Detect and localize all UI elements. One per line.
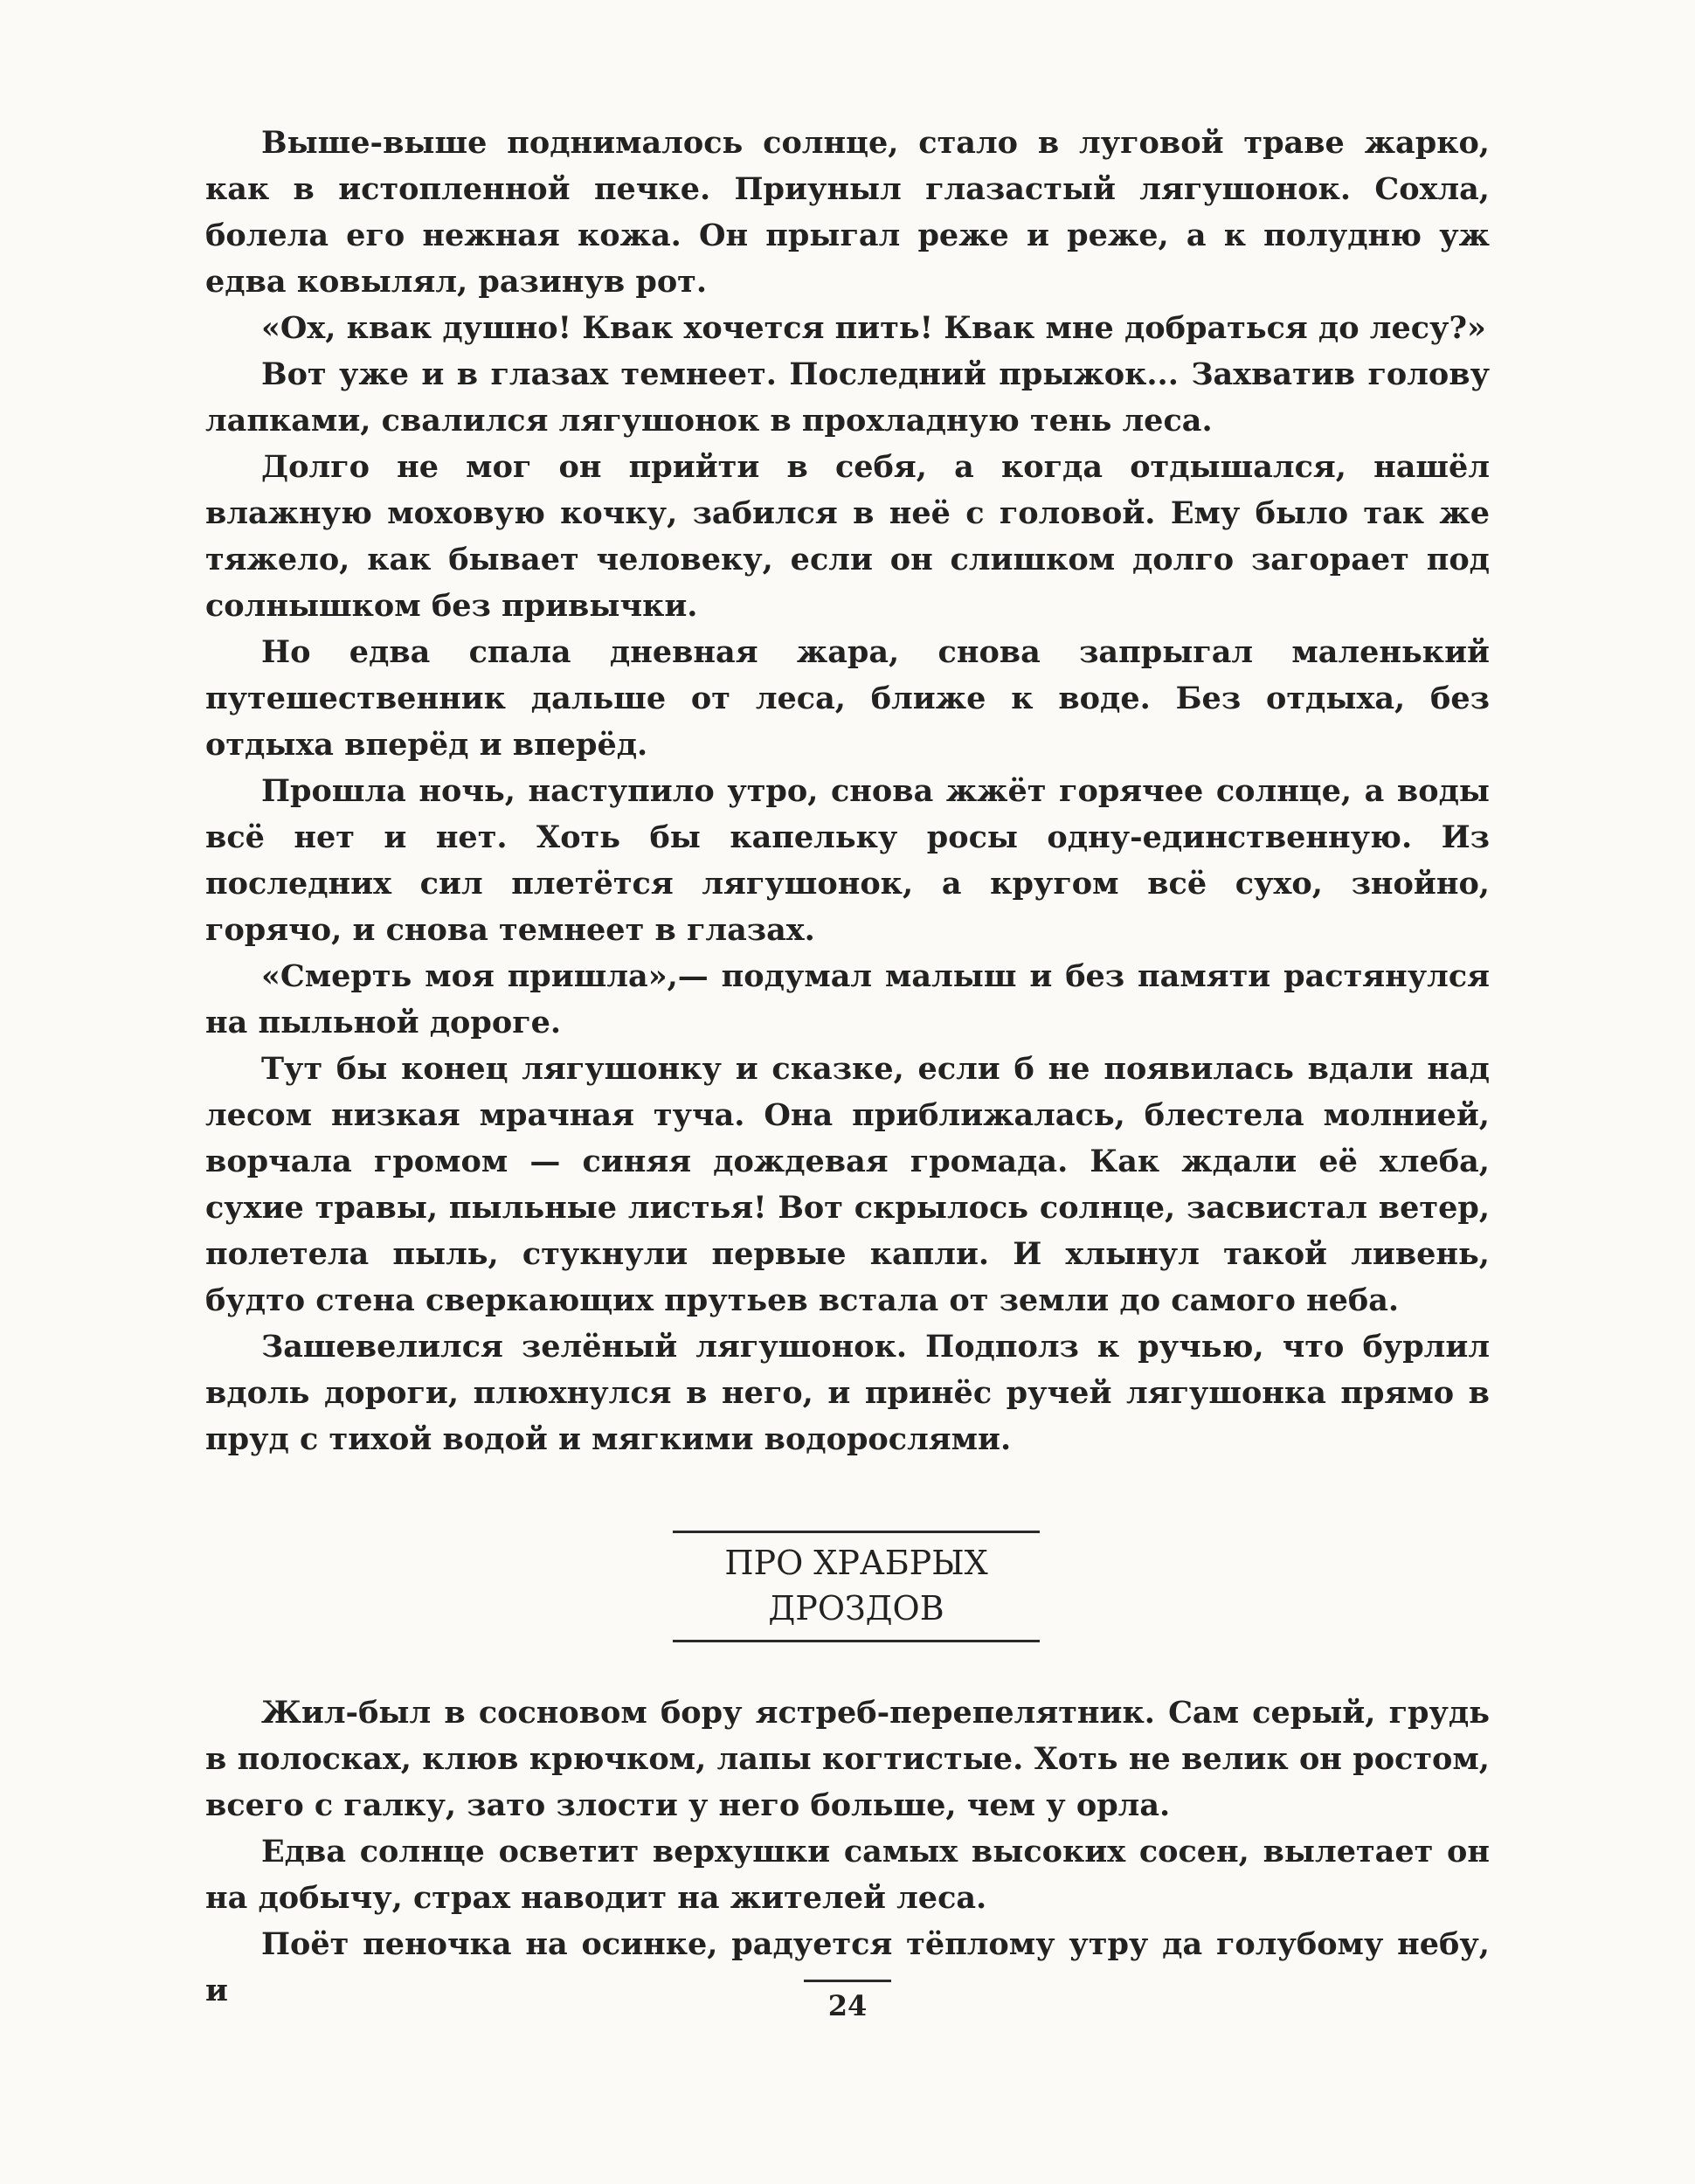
story-text-thrushes bbox=[205, 1690, 1490, 2014]
heading-bottom-rule bbox=[673, 1640, 1040, 1642]
paragraph: Долго не мог он прийти в себя, а когда отдышался, нашёл влажную моховую кочку, забился в неё с головой. Ему было так же тяжело, как бывает человеку, если он слишком долго загорает под солнышком без привычки. bbox=[205, 449, 1490, 624]
chapter-title-line-2: ДРОЗДОВ bbox=[768, 1589, 944, 1628]
paragraph: «Смерть моя пришла»,— подумал малыш и без памяти растянулся на пыльной дороге. bbox=[205, 958, 1490, 1040]
page-footer bbox=[804, 1980, 891, 2022]
paragraph: Но едва спала дневная жара, снова запрыгал маленький путешественник дальше от леса, ближе к воде. Без отдыха, без отдыха вперёд и вперёд. bbox=[205, 634, 1490, 763]
footer-rule bbox=[804, 1980, 891, 1982]
paragraph: «Ох, квак душно! Квак хочется пить! Квак мне добраться до лесу?» bbox=[261, 310, 1486, 346]
paragraph: Жил-был в сосновом бору ястреб-перепелятник. Сам серый, грудь в полосках, клюв крючком, лапы когтистые. Хоть не велик он ростом, всего с галку, зато злости у него больше, чем у орла. bbox=[205, 1695, 1490, 1823]
paragraph: Прошла ночь, наступило утро, снова жжёт горячее солнце, а воды всё нет и нет. Хоть бы капельку росы одну-единственную. Из последних сил плетётся лягушонок, а кругом всё сухо, знойно, горячо, и снова темнеет в глазах. bbox=[205, 773, 1490, 948]
paragraph: Поёт пеночка на осинке, радуется тёплому утру да голубому небу, и bbox=[205, 1926, 1490, 2008]
chapter-heading bbox=[673, 1531, 1040, 1642]
paragraph: Вот уже и в глазах темнеет. Последний прыжок... Захватив голову лапками, свалился лягушонок в прохладную тень леса. bbox=[205, 356, 1490, 439]
paragraph: Выше-выше поднималось солнце, стало в луговой траве жарко, как в истопленной печке. Приуныл глазастый лягушонок. Сохла, болела его нежная кожа. Он прыгал реже и реже, а к полудню уж едва ковылял, разинув рот. bbox=[205, 125, 1490, 300]
chapter-title-line-1: ПРО ХРАБРЫХ bbox=[724, 1544, 988, 1582]
chapter-title bbox=[673, 1533, 1040, 1640]
paragraph: Тут бы конец лягушонку и сказке, если б не появилась вдали над лесом низкая мрачная туча. Она приближалась, блестела молнией, ворчала громом — синяя дождевая громада. Как ждали её хлеба, сухие травы, пыльные листья! Вот скрылось солнце, засвистал ветер, полетела пыль, стукнули первые капли. И хлынул такой ливень, будто стена сверкающих прутьев встала от земли до самого неба. bbox=[205, 1051, 1490, 1318]
paragraph: Зашевелился зелёный лягушонок. Подполз к ручью, что бурлил вдоль дороги, плюхнулся в него, и принёс ручей лягушонка прямо в пруд с тихой водой и мягкими водорослями. bbox=[205, 1329, 1490, 1457]
story-text-frog bbox=[205, 120, 1490, 1462]
paragraph: Едва солнце осветит верхушки самых высоких сосен, вылетает он на добычу, страх наводит на жителей леса. bbox=[205, 1834, 1490, 1916]
page-number: 24 bbox=[827, 1989, 868, 2022]
